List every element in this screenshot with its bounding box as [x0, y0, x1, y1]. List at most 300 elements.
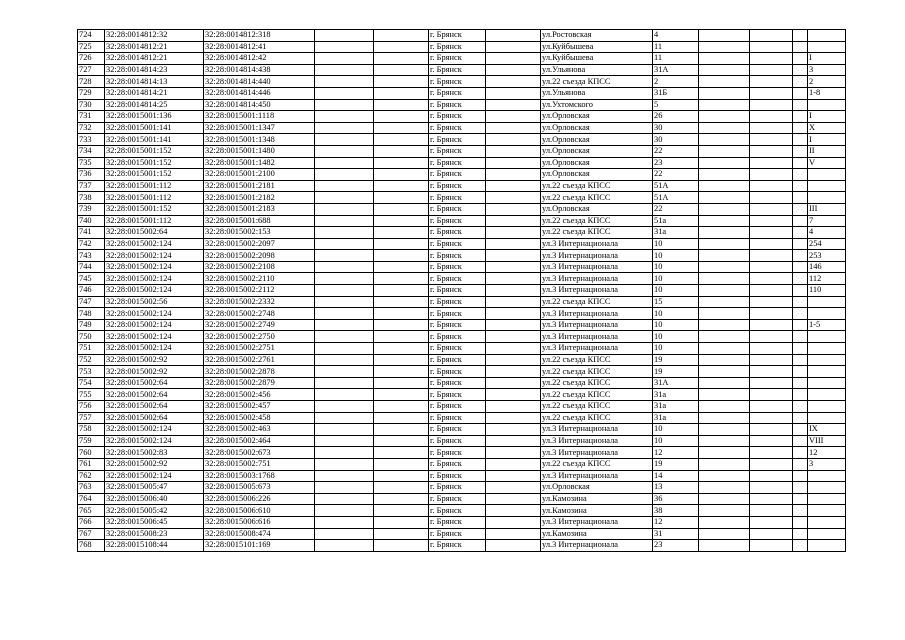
city-cell: г. Брянск — [429, 111, 486, 123]
blank-cell-c — [486, 169, 541, 181]
blank-cell-e — [750, 180, 793, 192]
street-cell: ул.22 съезда КПСС — [541, 76, 653, 88]
blank-cell-a — [315, 30, 374, 42]
blank-cell-e — [750, 493, 793, 505]
land-cadastral-number-cell: 32:28:0015002:64 — [105, 227, 204, 239]
premises-number-cell — [808, 401, 846, 413]
blank-cell-c — [486, 343, 541, 355]
premises-number-cell — [808, 99, 846, 111]
blank-cell-c — [486, 482, 541, 494]
premises-number-cell: 110 — [808, 285, 846, 297]
premises-number-cell: I — [808, 134, 846, 146]
row-number-cell: 740 — [78, 215, 105, 227]
blank-cell-c — [486, 250, 541, 262]
blank-cell-e — [750, 145, 793, 157]
blank-cell-a — [315, 296, 374, 308]
row-number-cell: 749 — [78, 319, 105, 331]
object-cadastral-number-cell: 32:28:0015101:169 — [204, 540, 315, 552]
premises-number-cell — [808, 528, 846, 540]
table-row — [78, 227, 846, 239]
row-number-cell: 726 — [78, 53, 105, 65]
city-cell: г. Брянск — [429, 424, 486, 436]
blank-cell-f — [793, 238, 808, 250]
city-cell: г. Брянск — [429, 493, 486, 505]
object-cadastral-number-cell: 32:28:0015001:2183 — [204, 203, 315, 215]
blank-cell-b — [374, 308, 429, 320]
blank-cell-f — [793, 99, 808, 111]
house-number-cell: 11 — [653, 53, 699, 65]
table-row — [78, 319, 846, 331]
blank-cell-b — [374, 331, 429, 343]
blank-cell-d — [699, 505, 750, 517]
blank-cell-f — [793, 122, 808, 134]
blank-cell-e — [750, 192, 793, 204]
premises-number-cell — [808, 41, 846, 53]
blank-cell-a — [315, 493, 374, 505]
house-number-cell: 51а — [653, 215, 699, 227]
blank-cell-c — [486, 215, 541, 227]
table-row — [78, 296, 846, 308]
blank-cell-f — [793, 343, 808, 355]
land-cadastral-number-cell: 32:28:0015001:141 — [105, 122, 204, 134]
blank-cell-b — [374, 99, 429, 111]
street-cell: ул.3 Интернационала — [541, 250, 653, 262]
blank-cell-b — [374, 87, 429, 99]
premises-number-cell — [808, 308, 846, 320]
object-cadastral-number-cell: 32:28:0015005:673 — [204, 482, 315, 494]
street-cell: ул.3 Интернационала — [541, 343, 653, 355]
blank-cell-c — [486, 505, 541, 517]
blank-cell-a — [315, 285, 374, 297]
blank-cell-e — [750, 273, 793, 285]
table-row — [78, 458, 846, 470]
blank-cell-e — [750, 261, 793, 273]
row-number-cell: 731 — [78, 111, 105, 123]
blank-cell-c — [486, 134, 541, 146]
table-row — [78, 366, 846, 378]
street-cell: ул.22 съезда КПСС — [541, 366, 653, 378]
land-cadastral-number-cell: 32:28:0015006:45 — [105, 516, 204, 528]
street-cell: ул.3 Интернационала — [541, 331, 653, 343]
blank-cell-f — [793, 482, 808, 494]
street-cell: ул.Ростовская — [541, 30, 653, 42]
premises-number-cell — [808, 377, 846, 389]
blank-cell-a — [315, 308, 374, 320]
row-number-cell: 756 — [78, 401, 105, 413]
blank-cell-e — [750, 111, 793, 123]
table-row — [78, 192, 846, 204]
street-cell: ул.Орловская — [541, 122, 653, 134]
premises-number-cell — [808, 493, 846, 505]
premises-number-cell: 3 — [808, 64, 846, 76]
blank-cell-a — [315, 99, 374, 111]
house-number-cell: 19 — [653, 458, 699, 470]
object-cadastral-number-cell: 32:28:0015002:2108 — [204, 261, 315, 273]
blank-cell-c — [486, 53, 541, 65]
blank-cell-e — [750, 157, 793, 169]
table-row — [78, 87, 846, 99]
street-cell: ул.Орловская — [541, 145, 653, 157]
table-row — [78, 435, 846, 447]
table-row — [78, 99, 846, 111]
blank-cell-d — [699, 122, 750, 134]
row-number-cell: 739 — [78, 203, 105, 215]
blank-cell-c — [486, 122, 541, 134]
blank-cell-e — [750, 30, 793, 42]
blank-cell-c — [486, 41, 541, 53]
land-cadastral-number-cell: 32:28:0014814:25 — [105, 99, 204, 111]
object-cadastral-number-cell: 32:28:0015001:1348 — [204, 134, 315, 146]
blank-cell-e — [750, 447, 793, 459]
city-cell: г. Брянск — [429, 389, 486, 401]
row-number-cell: 733 — [78, 134, 105, 146]
house-number-cell: 11 — [653, 41, 699, 53]
blank-cell-e — [750, 250, 793, 262]
house-number-cell: 10 — [653, 308, 699, 320]
object-cadastral-number-cell: 32:28:0015002:2098 — [204, 250, 315, 262]
row-number-cell: 727 — [78, 64, 105, 76]
blank-cell-a — [315, 273, 374, 285]
row-number-cell: 743 — [78, 250, 105, 262]
blank-cell-c — [486, 528, 541, 540]
street-cell: ул.22 съезда КПСС — [541, 215, 653, 227]
blank-cell-a — [315, 482, 374, 494]
blank-cell-d — [699, 134, 750, 146]
house-number-cell: 19 — [653, 366, 699, 378]
table-row — [78, 447, 846, 459]
blank-cell-d — [699, 424, 750, 436]
blank-cell-f — [793, 203, 808, 215]
table-row — [78, 180, 846, 192]
blank-cell-b — [374, 238, 429, 250]
blank-cell-b — [374, 250, 429, 262]
land-cadastral-number-cell: 32:28:0014812:32 — [105, 30, 204, 42]
street-cell: ул.Орловская — [541, 134, 653, 146]
blank-cell-b — [374, 412, 429, 424]
blank-cell-f — [793, 528, 808, 540]
blank-cell-f — [793, 296, 808, 308]
row-number-cell: 745 — [78, 273, 105, 285]
blank-cell-d — [699, 331, 750, 343]
blank-cell-a — [315, 343, 374, 355]
blank-cell-d — [699, 516, 750, 528]
blank-cell-e — [750, 435, 793, 447]
table-row — [78, 215, 846, 227]
blank-cell-f — [793, 53, 808, 65]
object-cadastral-number-cell: 32:28:0015002:457 — [204, 401, 315, 413]
city-cell: г. Брянск — [429, 354, 486, 366]
blank-cell-c — [486, 87, 541, 99]
city-cell: г. Брянск — [429, 377, 486, 389]
street-cell: ул.Куйбышева — [541, 41, 653, 53]
land-cadastral-number-cell: 32:28:0014812:21 — [105, 41, 204, 53]
blank-cell-a — [315, 505, 374, 517]
land-cadastral-number-cell: 32:28:0015005:42 — [105, 505, 204, 517]
object-cadastral-number-cell: 32:28:0014814:450 — [204, 99, 315, 111]
city-cell: г. Брянск — [429, 273, 486, 285]
city-cell: г. Брянск — [429, 53, 486, 65]
blank-cell-b — [374, 285, 429, 297]
table-row — [78, 273, 846, 285]
premises-number-cell: VIII — [808, 435, 846, 447]
blank-cell-a — [315, 470, 374, 482]
premises-number-cell — [808, 192, 846, 204]
table-row — [78, 76, 846, 88]
house-number-cell: 4 — [653, 30, 699, 42]
blank-cell-d — [699, 528, 750, 540]
blank-cell-b — [374, 215, 429, 227]
object-cadastral-number-cell: 32:28:0015002:464 — [204, 435, 315, 447]
premises-number-cell: 253 — [808, 250, 846, 262]
city-cell: г. Брянск — [429, 64, 486, 76]
house-number-cell: 31А — [653, 64, 699, 76]
blank-cell-d — [699, 41, 750, 53]
blank-cell-d — [699, 250, 750, 262]
land-cadastral-number-cell: 32:28:0015002:64 — [105, 377, 204, 389]
table-row — [78, 482, 846, 494]
table-row — [78, 203, 846, 215]
blank-cell-d — [699, 157, 750, 169]
blank-cell-a — [315, 87, 374, 99]
blank-cell-e — [750, 470, 793, 482]
blank-cell-a — [315, 76, 374, 88]
land-cadastral-number-cell: 32:28:0015002:124 — [105, 319, 204, 331]
street-cell: ул.3 Интернационала — [541, 424, 653, 436]
blank-cell-f — [793, 377, 808, 389]
premises-number-cell — [808, 505, 846, 517]
land-cadastral-number-cell: 32:28:0014812:21 — [105, 53, 204, 65]
house-number-cell: 31А — [653, 377, 699, 389]
land-cadastral-number-cell: 32:28:0015002:64 — [105, 401, 204, 413]
blank-cell-f — [793, 76, 808, 88]
row-number-cell: 725 — [78, 41, 105, 53]
blank-cell-d — [699, 366, 750, 378]
blank-cell-c — [486, 238, 541, 250]
blank-cell-b — [374, 203, 429, 215]
premises-number-cell: 7 — [808, 215, 846, 227]
land-cadastral-number-cell: 32:28:0015002:124 — [105, 285, 204, 297]
row-number-cell: 750 — [78, 331, 105, 343]
row-number-cell: 736 — [78, 169, 105, 181]
premises-number-cell: 146 — [808, 261, 846, 273]
house-number-cell: 22 — [653, 203, 699, 215]
row-number-cell: 730 — [78, 99, 105, 111]
street-cell: ул.3 Интернационала — [541, 516, 653, 528]
premises-number-cell: III — [808, 203, 846, 215]
blank-cell-a — [315, 134, 374, 146]
blank-cell-f — [793, 458, 808, 470]
street-cell: ул.Орловская — [541, 482, 653, 494]
blank-cell-a — [315, 412, 374, 424]
blank-cell-d — [699, 458, 750, 470]
city-cell: г. Брянск — [429, 343, 486, 355]
house-number-cell: 10 — [653, 261, 699, 273]
blank-cell-a — [315, 203, 374, 215]
street-cell: ул.3 Интернационала — [541, 308, 653, 320]
premises-number-cell — [808, 470, 846, 482]
land-cadastral-number-cell: 32:28:0015001:136 — [105, 111, 204, 123]
blank-cell-d — [699, 76, 750, 88]
blank-cell-e — [750, 424, 793, 436]
object-cadastral-number-cell: 32:28:0015006:616 — [204, 516, 315, 528]
blank-cell-a — [315, 145, 374, 157]
row-number-cell: 744 — [78, 261, 105, 273]
row-number-cell: 724 — [78, 30, 105, 42]
land-cadastral-number-cell: 32:28:0015002:92 — [105, 354, 204, 366]
street-cell: ул.Камозина — [541, 505, 653, 517]
blank-cell-c — [486, 296, 541, 308]
land-cadastral-number-cell: 32:28:0014814:13 — [105, 76, 204, 88]
blank-cell-a — [315, 354, 374, 366]
house-number-cell: 14 — [653, 470, 699, 482]
blank-cell-d — [699, 470, 750, 482]
blank-cell-d — [699, 389, 750, 401]
blank-cell-f — [793, 331, 808, 343]
blank-cell-e — [750, 354, 793, 366]
object-cadastral-number-cell: 32:28:0015001:1480 — [204, 145, 315, 157]
city-cell: г. Брянск — [429, 99, 486, 111]
street-cell: ул.22 съезда КПСС — [541, 296, 653, 308]
blank-cell-f — [793, 435, 808, 447]
row-number-cell: 766 — [78, 516, 105, 528]
blank-cell-d — [699, 192, 750, 204]
city-cell: г. Брянск — [429, 192, 486, 204]
street-cell: ул.3 Интернационала — [541, 238, 653, 250]
row-number-cell: 735 — [78, 157, 105, 169]
blank-cell-a — [315, 227, 374, 239]
blank-cell-f — [793, 180, 808, 192]
table-row — [78, 145, 846, 157]
blank-cell-d — [699, 354, 750, 366]
row-number-cell: 732 — [78, 122, 105, 134]
row-number-cell: 765 — [78, 505, 105, 517]
blank-cell-e — [750, 53, 793, 65]
street-cell: ул.22 съезда КПСС — [541, 401, 653, 413]
city-cell: г. Брянск — [429, 516, 486, 528]
blank-cell-a — [315, 169, 374, 181]
blank-cell-c — [486, 516, 541, 528]
street-cell: ул.Камозина — [541, 493, 653, 505]
object-cadastral-number-cell: 32:28:0015008:474 — [204, 528, 315, 540]
blank-cell-f — [793, 169, 808, 181]
street-cell: ул.22 съезда КПСС — [541, 192, 653, 204]
blank-cell-c — [486, 447, 541, 459]
blank-cell-d — [699, 435, 750, 447]
blank-cell-b — [374, 273, 429, 285]
row-number-cell: 760 — [78, 447, 105, 459]
row-number-cell: 754 — [78, 377, 105, 389]
blank-cell-b — [374, 505, 429, 517]
premises-number-cell — [808, 180, 846, 192]
blank-cell-b — [374, 389, 429, 401]
row-number-cell: 751 — [78, 343, 105, 355]
land-cadastral-number-cell: 32:28:0015002:83 — [105, 447, 204, 459]
object-cadastral-number-cell: 32:28:0015002:2761 — [204, 354, 315, 366]
land-cadastral-number-cell: 32:28:0015002:92 — [105, 458, 204, 470]
city-cell: г. Брянск — [429, 30, 486, 42]
street-cell: ул.Ухтомского — [541, 99, 653, 111]
table-row — [78, 64, 846, 76]
blank-cell-a — [315, 540, 374, 552]
blank-cell-c — [486, 319, 541, 331]
row-number-cell: 761 — [78, 458, 105, 470]
blank-cell-f — [793, 401, 808, 413]
blank-cell-e — [750, 134, 793, 146]
blank-cell-e — [750, 285, 793, 297]
blank-cell-e — [750, 458, 793, 470]
street-cell: ул.22 съезда КПСС — [541, 180, 653, 192]
table-row — [78, 53, 846, 65]
blank-cell-e — [750, 389, 793, 401]
city-cell: г. Брянск — [429, 296, 486, 308]
object-cadastral-number-cell: 32:28:0014814:438 — [204, 64, 315, 76]
blank-cell-d — [699, 215, 750, 227]
blank-cell-b — [374, 76, 429, 88]
street-cell: ул.Орловская — [541, 169, 653, 181]
blank-cell-e — [750, 331, 793, 343]
land-cadastral-number-cell: 32:28:0015001:141 — [105, 134, 204, 146]
blank-cell-c — [486, 203, 541, 215]
premises-number-cell: II — [808, 145, 846, 157]
blank-cell-f — [793, 285, 808, 297]
street-cell: ул.3 Интернационала — [541, 435, 653, 447]
blank-cell-c — [486, 227, 541, 239]
object-cadastral-number-cell: 32:28:0015002:2751 — [204, 343, 315, 355]
object-cadastral-number-cell: 32:28:0015006:610 — [204, 505, 315, 517]
premises-number-cell: 2 — [808, 76, 846, 88]
city-cell: г. Брянск — [429, 169, 486, 181]
blank-cell-c — [486, 493, 541, 505]
land-cadastral-number-cell: 32:28:0015001:152 — [105, 157, 204, 169]
row-number-cell: 728 — [78, 76, 105, 88]
land-cadastral-number-cell: 32:28:0015002:64 — [105, 412, 204, 424]
row-number-cell: 755 — [78, 389, 105, 401]
object-cadastral-number-cell: 32:28:0015001:1118 — [204, 111, 315, 123]
blank-cell-d — [699, 145, 750, 157]
blank-cell-b — [374, 261, 429, 273]
blank-cell-a — [315, 528, 374, 540]
blank-cell-f — [793, 261, 808, 273]
row-number-cell: 738 — [78, 192, 105, 204]
blank-cell-b — [374, 424, 429, 436]
table-row — [78, 111, 846, 123]
house-number-cell: 31а — [653, 227, 699, 239]
blank-cell-c — [486, 99, 541, 111]
street-cell: ул.3 Интернационала — [541, 261, 653, 273]
blank-cell-b — [374, 528, 429, 540]
street-cell: ул.Орловская — [541, 111, 653, 123]
row-number-cell: 758 — [78, 424, 105, 436]
street-cell: ул.22 съезда КПСС — [541, 389, 653, 401]
row-number-cell: 737 — [78, 180, 105, 192]
blank-cell-c — [486, 273, 541, 285]
street-cell: ул.3 Интернационала — [541, 319, 653, 331]
city-cell: г. Брянск — [429, 331, 486, 343]
blank-cell-f — [793, 192, 808, 204]
blank-cell-c — [486, 285, 541, 297]
blank-cell-f — [793, 470, 808, 482]
blank-cell-e — [750, 377, 793, 389]
blank-cell-d — [699, 296, 750, 308]
blank-cell-c — [486, 435, 541, 447]
row-number-cell: 747 — [78, 296, 105, 308]
blank-cell-c — [486, 366, 541, 378]
blank-cell-c — [486, 180, 541, 192]
city-cell: г. Брянск — [429, 435, 486, 447]
house-number-cell: 10 — [653, 343, 699, 355]
object-cadastral-number-cell: 32:28:0015002:153 — [204, 227, 315, 239]
city-cell: г. Брянск — [429, 447, 486, 459]
